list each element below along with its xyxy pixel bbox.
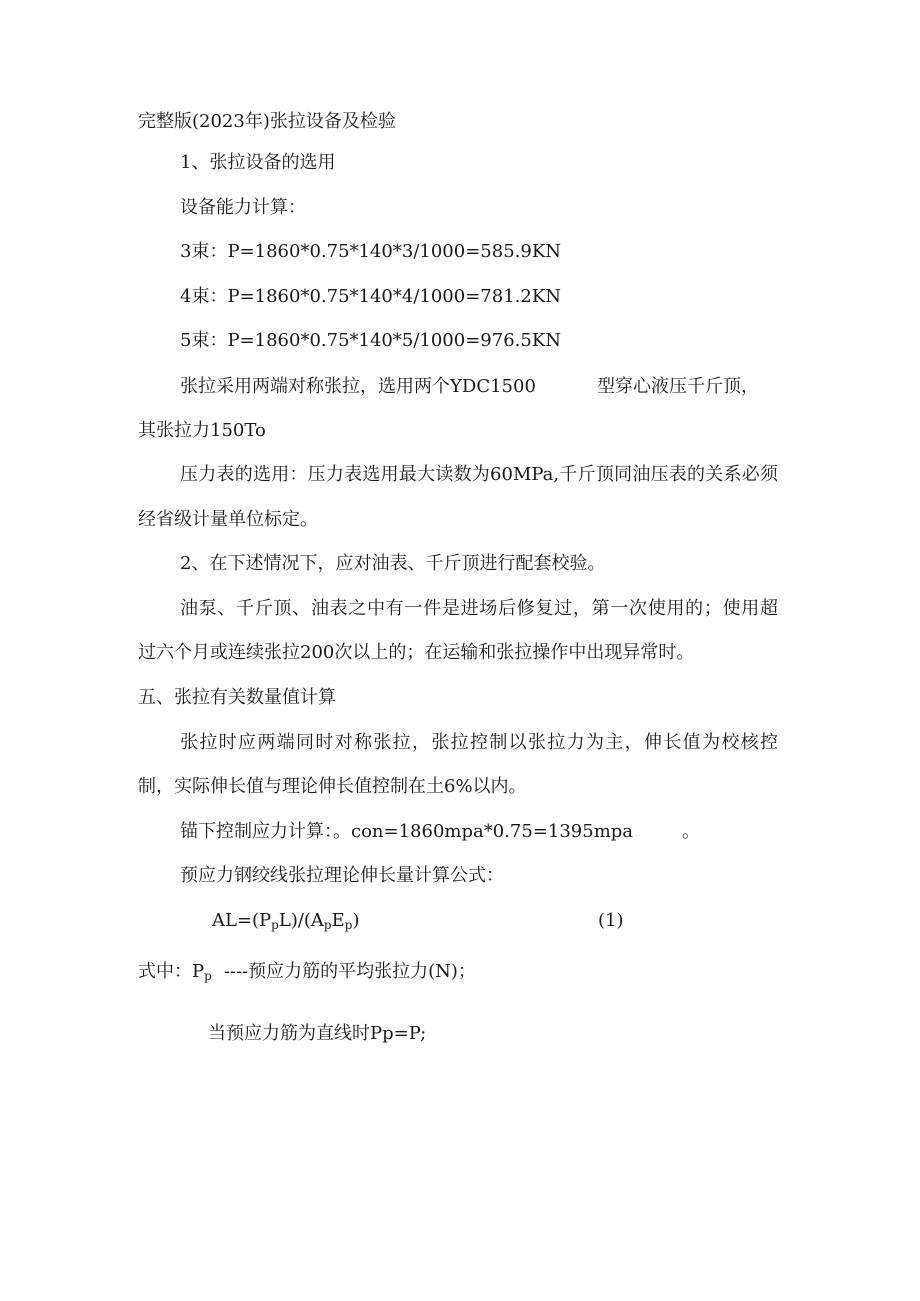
formula-number: (1) xyxy=(598,910,624,931)
jack-paragraph-line-2: 其张拉力150To xyxy=(138,420,266,441)
cases-paragraph-line-1: 油泵、千斤顶、油表之中有一件是进场后修复过，第一次使用的；使用超 xyxy=(180,598,778,619)
control-paragraph-line-1: 张拉时应两端同时对称张拉，张拉控制以张拉力为主，伸长值为校核控 xyxy=(180,732,778,753)
where-definition-line: 式中：$P_p$ ----预应力筋的平均张拉力(N)； xyxy=(138,961,476,983)
elongation-formula: $AL=(P_pL)/(A_pE_p)$ xyxy=(212,910,360,932)
anchor-stress-trailing-mark: 。 xyxy=(682,821,700,842)
cases-paragraph-line-2: 过六个月或连续张拉200次以上的；在运输和张拉操作中出现异常时。 xyxy=(138,642,695,663)
control-paragraph-line-2: 制，实际伸长值与理论伸长值控制在土6%以内。 xyxy=(138,776,527,797)
section-heading-equipment-selection: 1、张拉设备的选用 xyxy=(180,152,336,173)
calc-line-3-strands: 3束：P=1860*0.75*140*3/1000=585.9KN xyxy=(180,241,562,262)
document-title: 完整版(2023年)张拉设备及检验 xyxy=(138,111,396,132)
gauge-paragraph-line-2: 经省级计量单位标定。 xyxy=(138,509,318,530)
jack-paragraph-line-1b: 型穿心液压千斤顶， xyxy=(597,376,759,397)
section-heading-calibration: 2、在下述情况下，应对油表、千斤顶进行配套校验。 xyxy=(180,553,606,574)
gauge-paragraph-line-1: 压力表的选用：压力表选用最大读数为60MPa,千斤顶同油压表的关系必须 xyxy=(180,464,778,485)
formula-heading: 预应力钢绞线张拉理论伸长量计算公式： xyxy=(180,865,504,886)
capacity-calc-heading: 设备能力计算： xyxy=(180,197,306,218)
section-heading-calculations: 五、张拉有关数量值计算 xyxy=(138,687,336,708)
straight-tendon-line: 当预应力筋为直线时Pp=P; xyxy=(208,1023,427,1044)
jack-paragraph-line-1a: 张拉采用两端对称张拉，选用两个YDC1500 xyxy=(180,376,536,397)
anchor-stress-line: 锚下控制应力计算：。con=1860mpa*0.75=1395mpa xyxy=(180,821,634,842)
calc-line-5-strands: 5束：P=1860*0.75*140*5/1000=976.5KN xyxy=(180,330,562,351)
calc-line-4-strands: 4束：P=1860*0.75*140*4/1000=781.2KN xyxy=(180,286,562,307)
